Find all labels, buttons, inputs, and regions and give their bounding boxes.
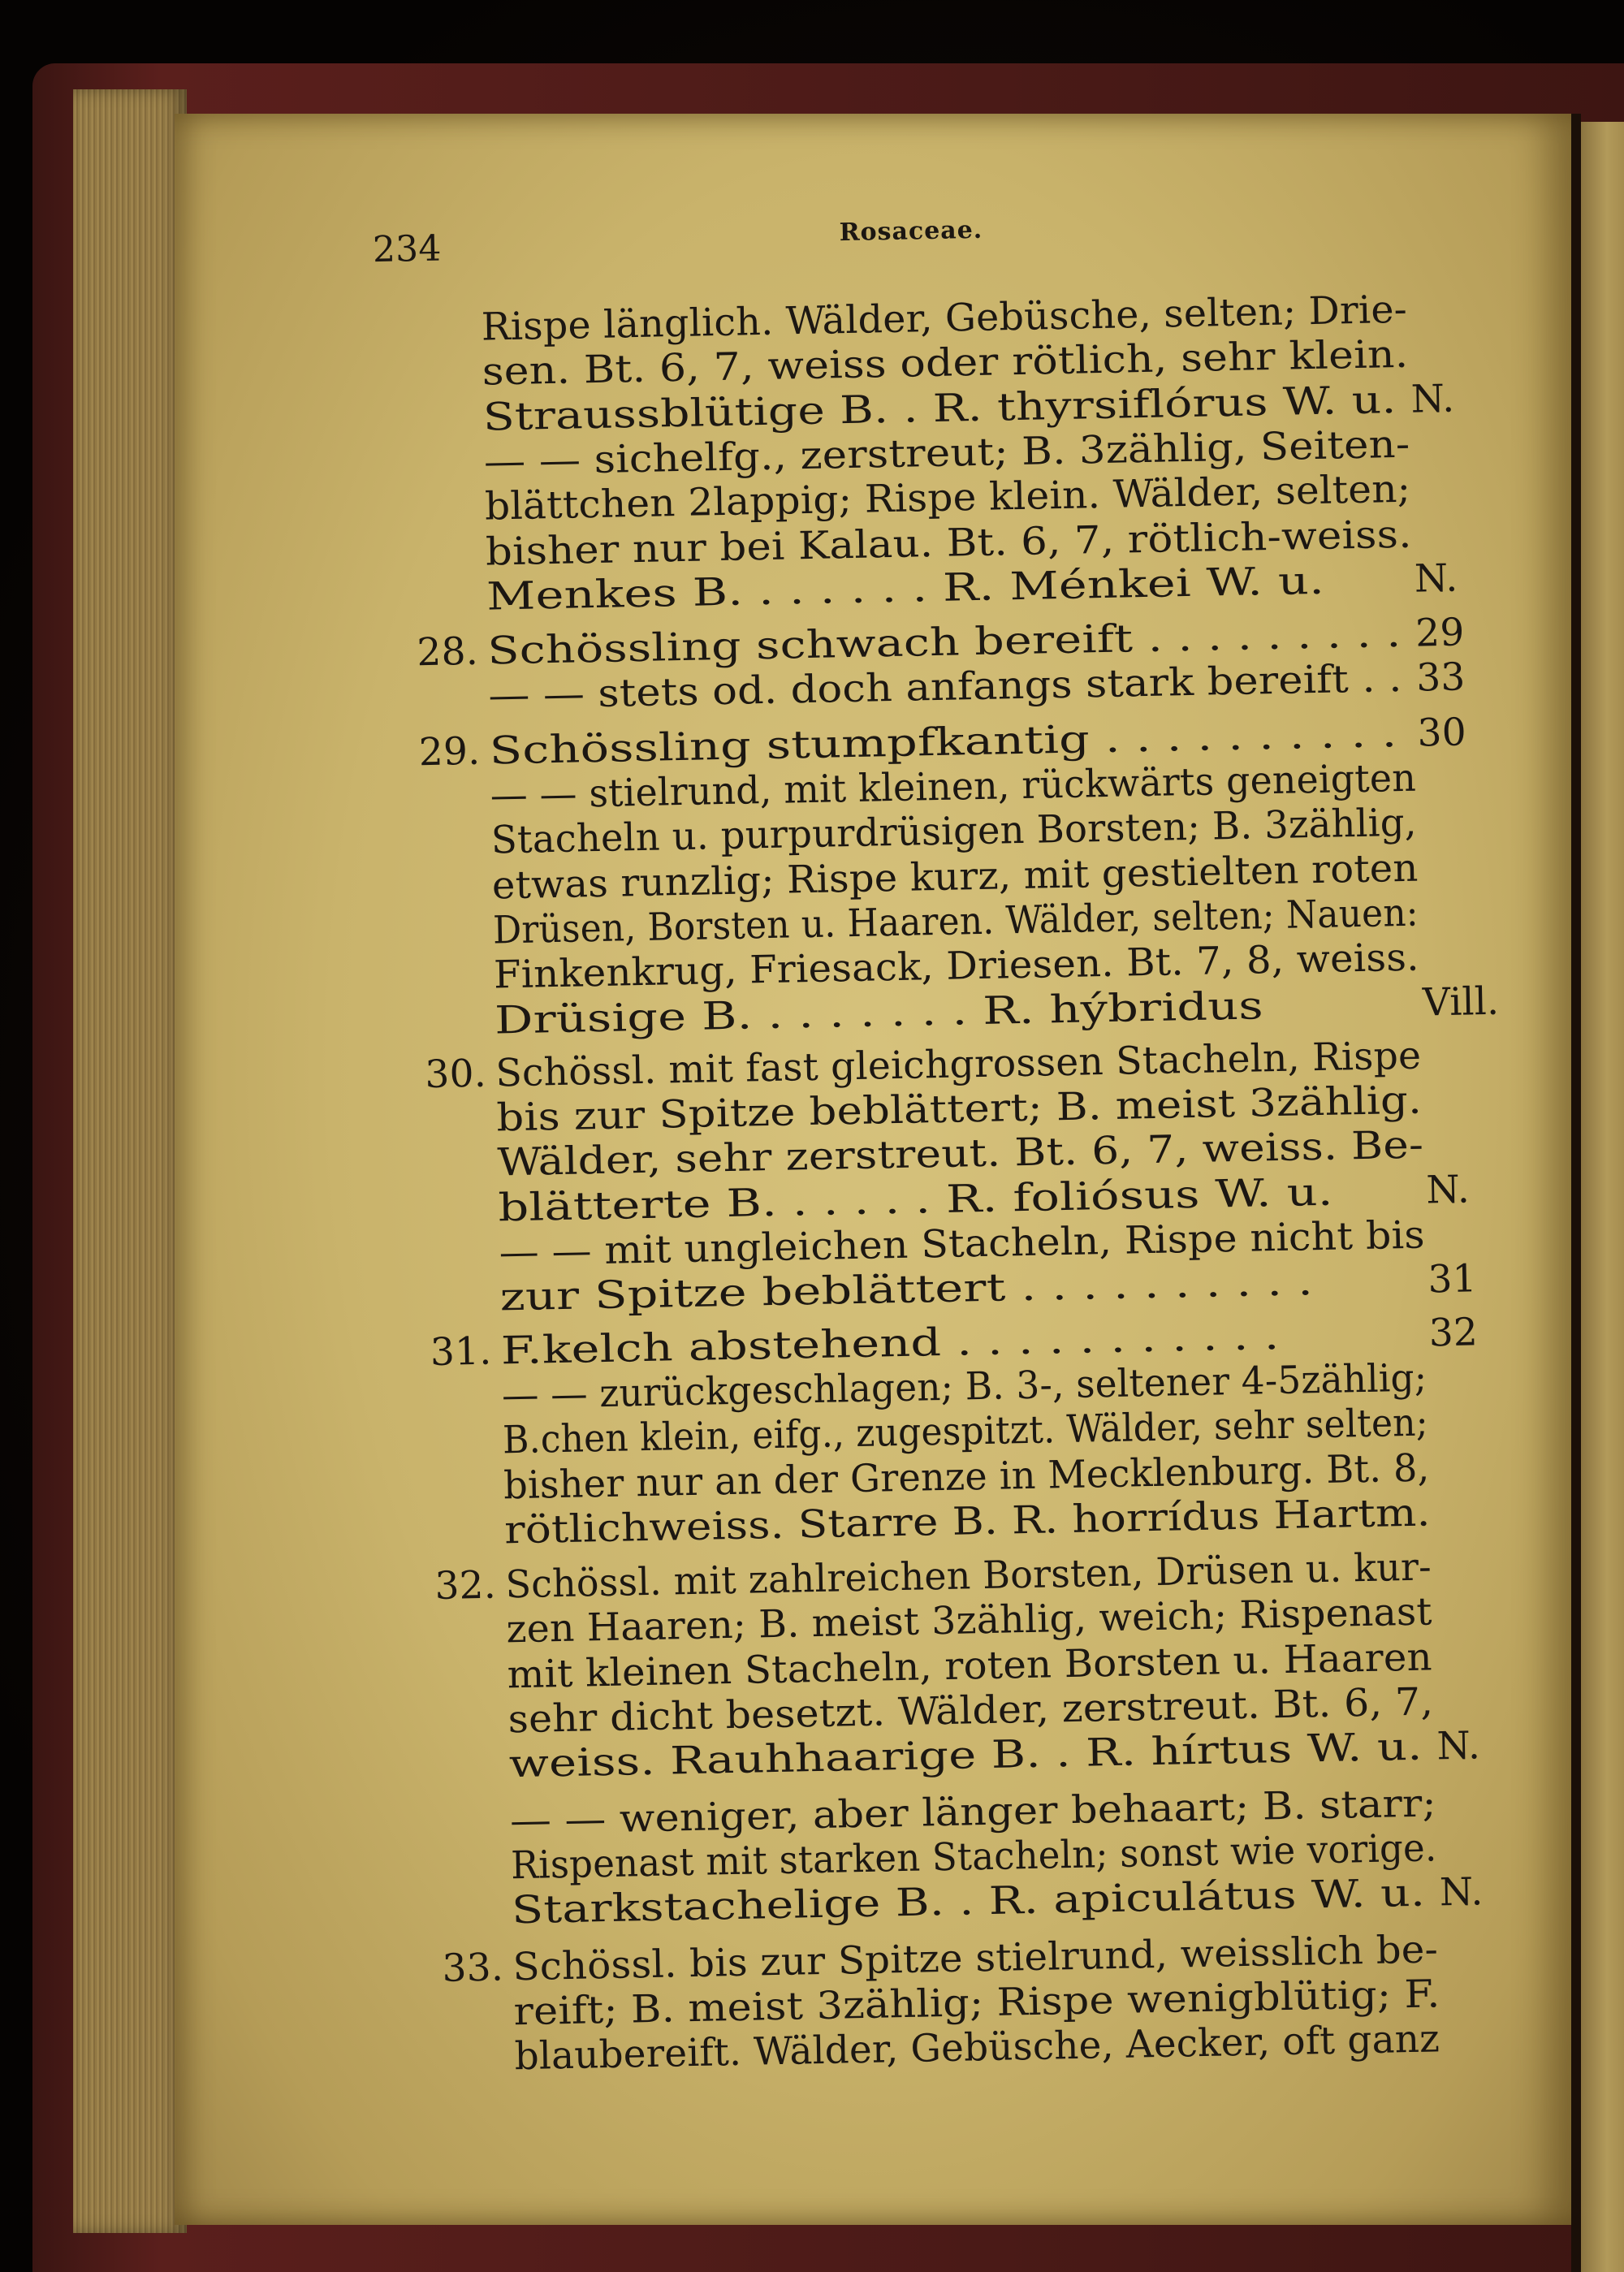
- text-line: Rispe länglich. Wälder, Gebüsche, selten; Drie-: [481, 287, 1408, 350]
- text-line: Schössl. mit zahlreichen Borsten, Drüsen u. kur-: [504, 1544, 1432, 1608]
- text-line: — — weniger, aber länger behaart; B. starr;: [509, 1780, 1437, 1843]
- text-line: zur Spitze beblättert . . . . . . . . . .: [499, 1259, 1314, 1320]
- text-line: mit kleinen Stacheln, roten Borsten u. Haaren: [507, 1635, 1433, 1698]
- page-number: 234: [372, 227, 442, 271]
- line-end-reference: 31: [1427, 1256, 1478, 1302]
- line-end-reference: 33: [1415, 654, 1466, 701]
- text-line: blättchen 2lappig; Rispe klein. Wälder, selten;: [484, 466, 1411, 529]
- text-line: Rispenast mit starken Stacheln; sonst wie vorige.: [510, 1825, 1437, 1889]
- line-end-reference: 29: [1415, 610, 1465, 656]
- text-line: Finkenkrug, Friesack, Driesen. Bt. 7, 8, weiss.: [493, 935, 1420, 998]
- text-line: Stacheln u. purpurdrüsigen Borsten; B. 3zählig,: [490, 800, 1418, 863]
- text-line: bisher nur bei Kalau. Bt. 6, 7, rötlich-weiss.: [485, 512, 1413, 575]
- key-number: 31.: [430, 1328, 492, 1375]
- line-end-reference: N.: [1414, 555, 1458, 602]
- text-line: — — stets od. doch anfangs stark bereift . .: [487, 656, 1402, 719]
- line-end-reference: N.: [1425, 1167, 1471, 1213]
- key-number: 29.: [418, 728, 481, 775]
- text-line: Starkstachelige B. . R. apiculátus W. u.: [511, 1870, 1426, 1933]
- text-line: reift; B. meist 3zählig; Rispe wenigblütig; F.: [513, 1972, 1440, 2035]
- text-line: etwas runzlig; Rispe kurz, mit gestielten roten: [491, 845, 1419, 909]
- text-line: Schössl. bis zur Spitze stielrund, weisslich be-: [512, 1926, 1439, 1989]
- text-line: sen. Bt. 6, 7, weiss oder rötlich, sehr klein.: [482, 332, 1409, 395]
- text-line: bisher nur an der Grenze in Mecklenburg. Bt. 8,: [503, 1445, 1430, 1508]
- text-line: Menkes B. . . . . . . R. Ménkei W. u.: [486, 558, 1325, 620]
- text-line: bis zur Spitze beblättert; B. meist 3zählig.: [495, 1078, 1423, 1141]
- text-line: B.chen klein, eifg., zugespitzt. Wälder, sehr selten;: [502, 1400, 1429, 1463]
- key-number: 32.: [434, 1562, 497, 1609]
- key-number: 28.: [416, 628, 479, 676]
- text-line: — — mit ungleichen Stacheln, Rispe nicht bis: [499, 1212, 1426, 1276]
- text-line: Drüsige B. . . . . . . . R. hýbridus: [494, 983, 1264, 1043]
- text-line: F.kelch abstehend . . . . . . . . . . .: [500, 1313, 1281, 1373]
- line-end-reference: N.: [1436, 1723, 1481, 1769]
- text-line: zen Haaren; B. meist 3zählig, weich; Rispenast: [506, 1589, 1433, 1652]
- text-line: blaubereift. Wälder, Gebüsche, Aecker, oft ganz: [514, 2016, 1440, 2080]
- line-end-reference: 30: [1417, 710, 1467, 756]
- line-end-reference: N.: [1410, 376, 1455, 422]
- running-title: Rosaceae.: [839, 215, 983, 248]
- text-line: sehr dicht besetzt. Wälder, zerstreut. Bt. 6, 7,: [508, 1679, 1434, 1743]
- line-end-reference: 32: [1428, 1309, 1479, 1356]
- line-end-reference: N.: [1439, 1869, 1484, 1916]
- text-line: blätterte B. . . . . . R. foliósus W. u.: [498, 1169, 1334, 1231]
- text-line: Schössl. mit fast gleichgrossen Stacheln, Rispe: [495, 1033, 1422, 1096]
- text-line: — — zurückgeschlagen; B. 3-, seltener 4-5zählig;: [501, 1355, 1427, 1419]
- key-number: 33.: [442, 1944, 504, 1991]
- text-line: Schössling stumpfkantig . . . . . . . . . .: [489, 711, 1397, 774]
- text-line: — — sichelfg., zerstreut; B. 3zählig, Seiten-: [483, 421, 1410, 485]
- line-end-reference: Vill.: [1422, 978, 1500, 1026]
- text-line: Drüsen, Borsten u. Haaren. Wälder, selten; Nauen:: [492, 890, 1419, 953]
- text-line: Straussblütige B. . R. thyrsiflórus W. u.: [482, 377, 1397, 440]
- text-line: Schössling schwach bereift . . . . . . . . .: [486, 611, 1402, 674]
- key-number: 30.: [424, 1051, 487, 1097]
- text-line: rötlichweiss. Starre B. R. horrídus Hartm.: [503, 1490, 1432, 1553]
- text-line: weiss. Rauhhaarige B. . R. hírtus W. u.: [508, 1725, 1423, 1787]
- text-line: — — stielrund, mit kleinen, rückwärts geneigten: [490, 755, 1417, 819]
- text-line: Wälder, sehr zerstreut. Bt. 6, 7, weiss. Be-: [497, 1122, 1424, 1186]
